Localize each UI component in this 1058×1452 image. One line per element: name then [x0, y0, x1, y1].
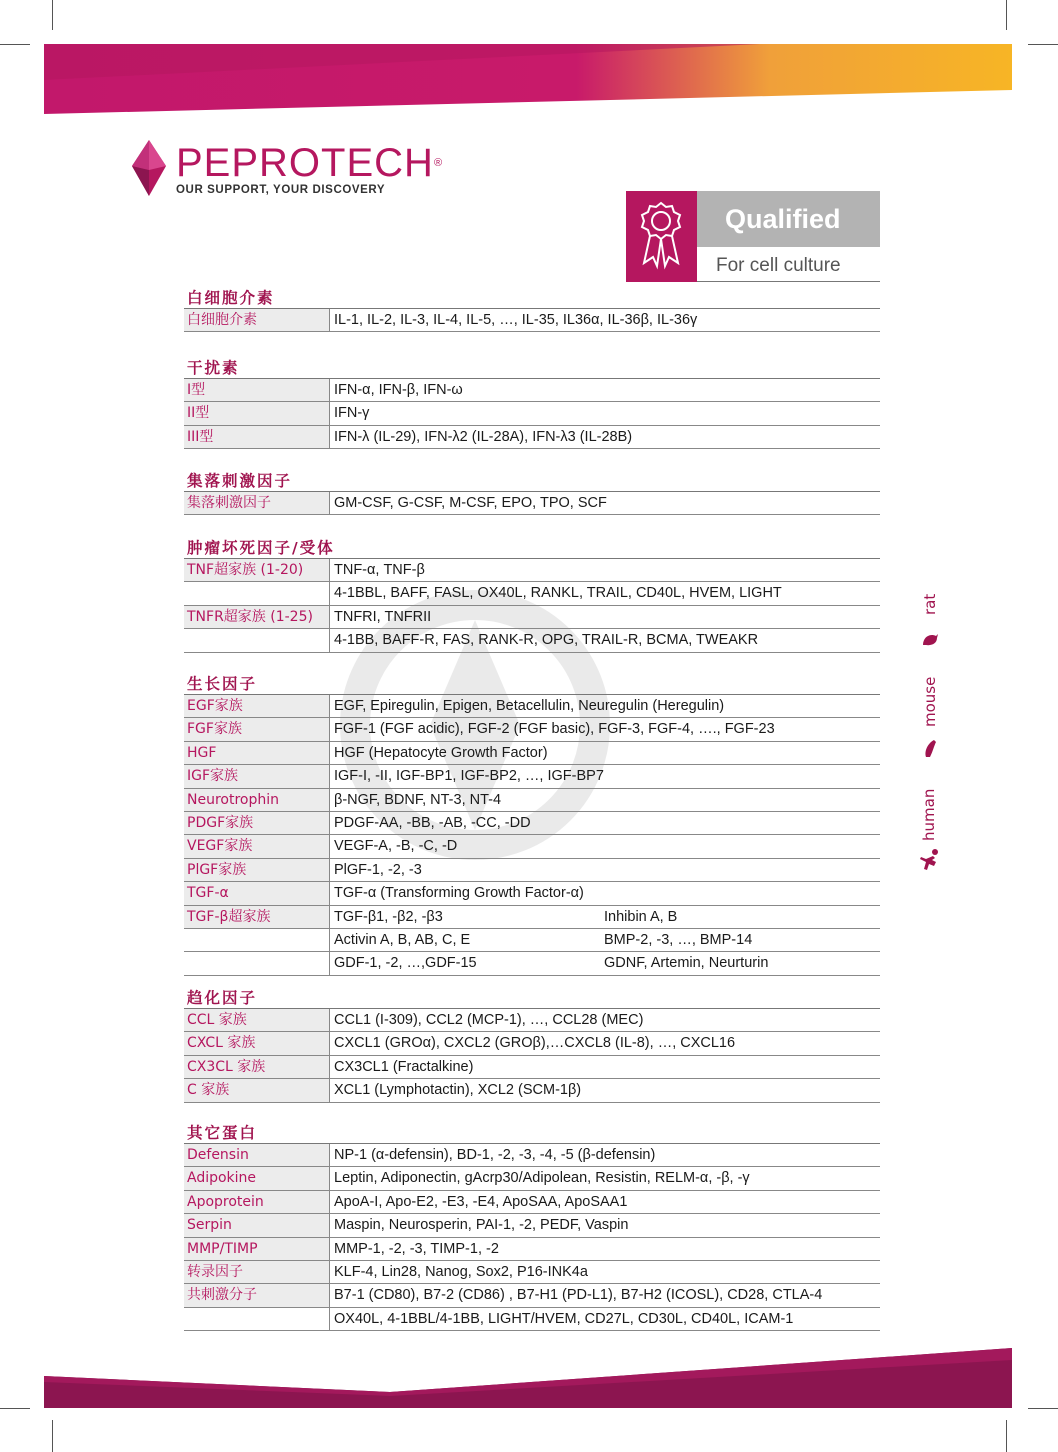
section-table: [184, 308, 880, 332]
row-value-pair: [334, 952, 880, 974]
table-row: [184, 718, 880, 741]
row-value: GM-CSF, G-CSF, M-CSF, EPO, TPO, SCF: [334, 495, 607, 511]
row-value: NP-1 (α-defensin), BD-1, -2, -3, -4, -5 (β-defensin): [334, 1147, 656, 1163]
crop-mark: [1006, 1420, 1007, 1452]
row-value-pair: [334, 906, 880, 928]
top-banner: [0, 0, 1058, 120]
section-table: [184, 378, 880, 449]
section-title: 干扰素: [187, 359, 240, 377]
badge-icon-panel: [626, 191, 697, 282]
table-row: [184, 1144, 880, 1167]
row-value: IGF-I, -II, IGF-BP1, IGF-BP2, …, IGF-BP7: [334, 768, 604, 785]
row-value: KLF-4, Lin28, Nanog, Sox2, P16-INK4a: [334, 1263, 588, 1280]
row-label-empty: [184, 952, 330, 974]
crop-mark: [1028, 1408, 1058, 1409]
row-label: Defensin: [184, 1144, 330, 1166]
table-row: [184, 859, 880, 882]
row-label-empty: [184, 582, 330, 604]
row-value: ApoA-I, Apo-E2, -E3, -E4, ApoSAA, ApoSAA1: [334, 1193, 628, 1210]
badge-underline: [697, 281, 880, 282]
row-value: TNFRI, TNFRII: [334, 608, 432, 625]
row-value: 4-1BB, BAFF-R, FAS, RANK-R, OPG, TRAIL-R, BCMA, TWEAKR: [334, 632, 759, 649]
award-ribbon-icon: [626, 191, 697, 282]
row-value: EGF, Epiregulin, Epigen, Betacellulin, Neuregulin (Heregulin): [334, 698, 725, 714]
brand-registered: ®: [433, 157, 444, 169]
row-value: Activin A, B, AB, C, E: [334, 931, 471, 948]
row-label: 白细胞介素: [184, 309, 330, 331]
table-row: [184, 742, 880, 765]
row-label: IGF家族: [184, 765, 330, 787]
row-label: CX3CL 家族: [184, 1056, 330, 1078]
table-row: [184, 402, 880, 425]
row-label: TNFR超家族 (1-25): [184, 606, 330, 628]
row-label: Serpin: [184, 1214, 330, 1236]
row-value: PDGF-AA, -BB, -AB, -CC, -DD: [334, 814, 531, 831]
row-label: TNF超家族 (1-20): [184, 559, 330, 581]
row-label: CCL 家族: [184, 1009, 330, 1031]
table-row: [184, 1191, 880, 1214]
row-value: IFN-λ (IL-29), IFN-λ2 (IL-28A), IFN-λ3 (IL-28B): [334, 428, 633, 445]
table-row: [184, 606, 880, 629]
row-value: 4-1BBL, BAFF, FASL, OX40L, RANKL, TRAIL, CD40L, HVEM, LIGHT: [334, 585, 782, 602]
table-row: [184, 582, 880, 605]
row-value: GDF-1, -2, …,GDF-15: [334, 955, 477, 972]
row-value-secondary: BMP-2, -3, …, BMP-14: [604, 931, 753, 948]
table-row: [184, 882, 880, 905]
row-label: Neurotrophin: [184, 789, 330, 811]
table-row: [184, 426, 880, 449]
row-value-secondary: Inhibin A, B: [604, 908, 678, 925]
row-label: C 家族: [184, 1079, 330, 1101]
brand-tagline: OUR SUPPORT, YOUR DISCOVERY: [176, 184, 386, 196]
row-value: PlGF-1, -2, -3: [334, 861, 422, 878]
badge-subtitle: For cell culture: [716, 255, 841, 276]
row-value: IFN-α, IFN-β, IFN-ω: [334, 382, 463, 398]
section-title: 白细胞介素: [187, 289, 275, 307]
row-label: TGF-α: [184, 882, 330, 904]
row-label: PDGF家族: [184, 812, 330, 834]
section-title: 其它蛋白: [187, 1124, 258, 1142]
row-value: MMP-1, -2, -3, TIMP-1, -2: [334, 1240, 499, 1257]
table-row: [184, 1284, 880, 1307]
row-value: TGF-α (Transforming Growth Factor-α): [334, 885, 584, 902]
row-value: CX3CL1 (Fractalkine): [334, 1058, 474, 1075]
row-label: VEGF家族: [184, 835, 330, 857]
table-row: [184, 1261, 880, 1284]
crop-mark: [0, 1408, 30, 1409]
row-label-empty: [184, 629, 330, 651]
row-value-pair: [334, 929, 880, 951]
table-row: [184, 309, 880, 332]
row-label: EGF家族: [184, 695, 330, 717]
table-row: [184, 1308, 880, 1331]
brand-name-text: PEPROTECH: [176, 141, 434, 185]
human-icon: [918, 847, 942, 873]
row-value: HGF (Hepatocyte Growth Factor): [334, 744, 548, 761]
row-label: PlGF家族: [184, 859, 330, 881]
table-row: [184, 1009, 880, 1032]
table-row: [184, 765, 880, 788]
table-row: [184, 629, 880, 652]
table-row: [184, 1167, 880, 1190]
row-value: TGF-β1, -β2, -β3: [334, 908, 443, 925]
row-label: 共刺激分子: [184, 1284, 330, 1306]
row-label: II型: [184, 402, 330, 424]
section-table: [184, 491, 880, 515]
row-value-secondary: GDNF, Artemin, Neurturin: [604, 955, 769, 972]
section-title: 生长因子: [187, 675, 258, 693]
row-value: XCL1 (Lymphotactin), XCL2 (SCM-1β): [334, 1082, 582, 1099]
row-value: IFN-γ: [334, 405, 370, 422]
section-title: 肿瘤坏死因子/受体: [187, 539, 335, 557]
table-row: [184, 789, 880, 812]
row-value: Leptin, Adiponectin, gAcrp30/Adipolean, Resistin, RELM-α, -β, -γ: [334, 1170, 750, 1187]
table-row: [184, 929, 880, 952]
row-label-empty: [184, 929, 330, 951]
row-label: Adipokine: [184, 1167, 330, 1189]
rat-icon: [920, 629, 940, 649]
row-label: 集落刺激因子: [184, 492, 330, 514]
row-value: CCL1 (I-309), CCL2 (MCP-1), …, CCL28 (MEC): [334, 1012, 644, 1028]
table-row: [184, 1032, 880, 1055]
mouse-icon: [920, 737, 940, 759]
species-label-rat: rat: [921, 593, 939, 615]
crop-mark: [52, 1420, 53, 1452]
section-title: 集落刺激因子: [187, 472, 293, 490]
row-label: CXCL 家族: [184, 1032, 330, 1054]
badge-title-bar: [697, 191, 880, 247]
row-value: TNF-α, TNF-β: [334, 562, 425, 578]
table-row: [184, 1214, 880, 1237]
row-value: IL-1, IL-2, IL-3, IL-4, IL-5, …, IL-35, IL36α, IL-36β, IL-36γ: [334, 312, 698, 328]
row-value: CXCL1 (GROα), CXCL2 (GROβ),…CXCL8 (IL-8), …, CXCL16: [334, 1035, 736, 1052]
row-label: TGF-β超家族: [184, 906, 330, 928]
badge-title: Qualified: [725, 204, 841, 234]
species-label-human: human: [920, 788, 938, 841]
table-row: [184, 952, 880, 975]
table-row: [184, 695, 880, 718]
table-row: [184, 1079, 880, 1102]
species-strip: [908, 585, 948, 875]
row-value: OX40L, 4-1BBL/4-1BB, LIGHT/HVEM, CD27L, CD30L, CD40L, ICAM-1: [334, 1310, 794, 1327]
diamond-logo-icon: [132, 140, 166, 196]
row-label: I型: [184, 379, 330, 401]
table-row: [184, 559, 880, 582]
row-label: Apoprotein: [184, 1191, 330, 1213]
table-row: [184, 1238, 880, 1261]
row-value: Maspin, Neurosperin, PAI-1, -2, PEDF, Vaspin: [334, 1217, 629, 1234]
section-table: [184, 1143, 880, 1331]
row-label: 转录因子: [184, 1261, 330, 1283]
brand-name: [176, 140, 443, 186]
row-label: FGF家族: [184, 718, 330, 740]
row-label: III型: [184, 426, 330, 448]
row-value: β-NGF, BDNF, NT-3, NT-4: [334, 791, 502, 808]
row-value: FGF-1 (FGF acidic), FGF-2 (FGF basic), FGF-3, FGF-4, …., FGF-23: [334, 721, 775, 738]
section-title: 趋化因子: [187, 989, 258, 1007]
species-label-mouse: mouse: [921, 676, 939, 727]
table-row: [184, 835, 880, 858]
row-label: MMP/TIMP: [184, 1238, 330, 1260]
table-row: [184, 379, 880, 402]
table-row: [184, 812, 880, 835]
table-row: [184, 492, 880, 515]
table-row: [184, 1056, 880, 1079]
section-table: [184, 1008, 880, 1103]
table-row: [184, 906, 880, 929]
row-value: VEGF-A, -B, -C, -D: [334, 838, 458, 855]
row-label-empty: [184, 1308, 330, 1330]
row-value: B7-1 (CD80), B7-2 (CD86) , B7-H1 (PD-L1), B7-H2 (ICOSL), CD28, CTLA-4: [334, 1287, 823, 1304]
qualified-badge: [626, 191, 880, 283]
section-table: [184, 694, 880, 976]
row-label: HGF: [184, 742, 330, 764]
section-table: [184, 558, 880, 653]
